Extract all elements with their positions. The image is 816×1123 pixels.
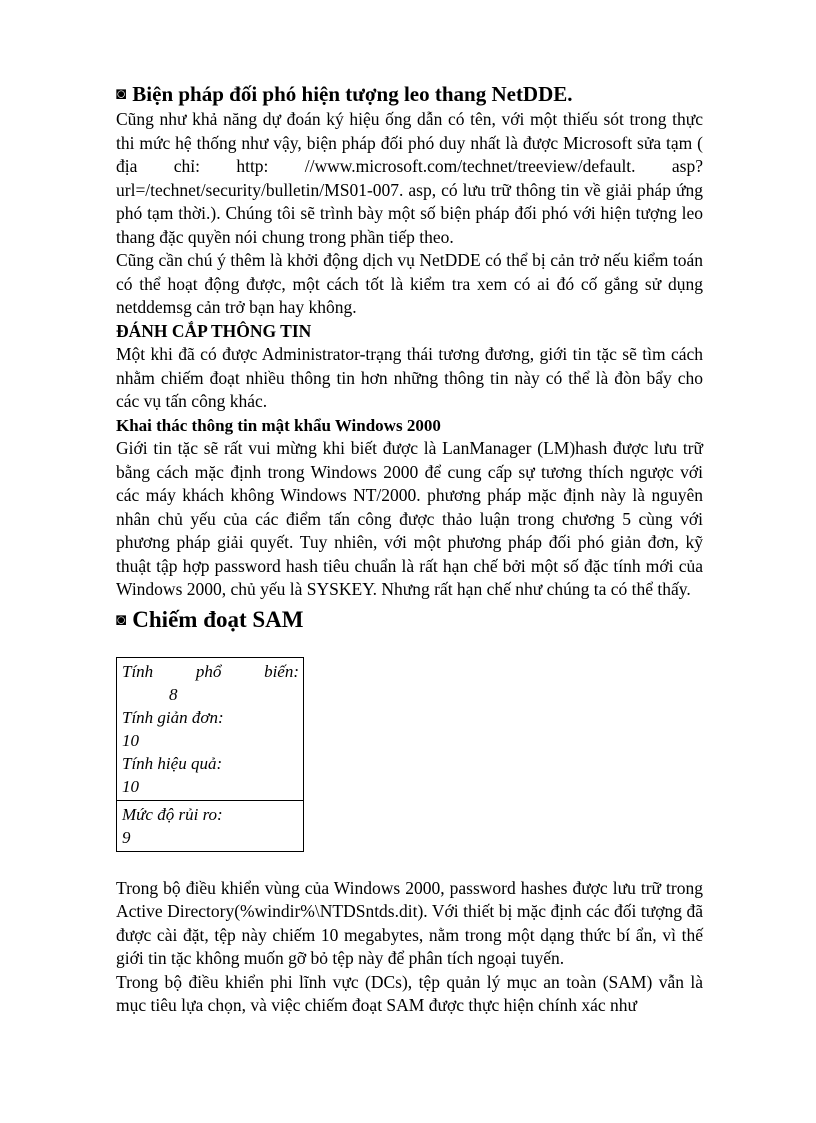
document-body <box>116 80 703 1018</box>
popularity-word: phổ <box>195 661 222 681</box>
bullet-marker-icon: ◙ <box>116 84 127 103</box>
simplicity-value: 10 <box>122 730 139 750</box>
section-heading-info-theft: ĐÁNH CẮP THÔNG TIN <box>116 320 312 341</box>
simplicity-label: Tính giản đơn: <box>122 707 224 727</box>
popularity-label <box>122 660 299 683</box>
risk-value: 9 <box>122 827 131 847</box>
paragraph: Cũng cần chú ý thêm là khởi động dịch vụ NetDDE có thể bị cản trở nếu kiểm toán có thể hoạt động được, một cách tốt là kiểm tra xem có ai đó cố gắng sử dụng netddemsg cản trở bạn hay không. <box>116 250 703 317</box>
popularity-word: Tính <box>122 661 154 681</box>
effect-value: 10 <box>122 776 139 796</box>
paragraph: Giới tin tặc sẽ rất vui mừng khi biết được là LanManager (LM)hash được lưu trữ bằng cách mặc định trong Windows 2000 để cung cấp sự tương thích ngược với các máy khách không Windows NT/2000. phương pháp mặc định này là nguyên nhân chủ yếu của các điểm tấn công được thảo luận trong chương 5 cùng với phương pháp giải quyết. Tuy nhiên, với một phương pháp đối phó giản đơn, kỹ thuật tập hợp password hash tiêu chuẩn là rất hạn chế bởi một số đặc tính mới của Windows 2000, chủ yếu là SYSKEY. Nhưng rất hạn chế như chúng ta có thể thấy. <box>116 438 703 599</box>
popularity-value: 8 <box>169 684 178 704</box>
paragraph: Trong bộ điều khiển phi lĩnh vực (DCs), tệp quản lý mục an toàn (SAM) vẫn là mục tiêu lựa chọn, và việc chiếm đoạt SAM được thực hiện chính xác như <box>116 971 703 1015</box>
section-heading-sam <box>116 604 703 635</box>
section-heading-text: Biện pháp đối phó hiện tượng leo thang NetDDE. <box>132 82 573 106</box>
paragraph: Cũng như khả năng dự đoán ký hiệu ống dẫn có tên, với một thiếu sót trong thực thi mức hệ thống như vậy, biện pháp đối phó duy nhất là được Microsoft sửa tạm ( địa chỉ: http: //www.microsoft.com/technet/treeview/default. asp? url=/technet/security/bulletin/MS01-007. asp, có lưu trữ thông tin về giải pháp ứng phó tạm thời.). Chúng tôi sẽ trình bày một số biện pháp đối phó với hiện tượng leo thang đặc quyền nói chung trong phần tiếp theo. <box>116 109 703 247</box>
rating-cell-risk <box>117 800 303 851</box>
section-heading-netdde <box>116 80 703 108</box>
paragraph: Một khi đã có được Administrator-trạng thái tương đương, giới tin tặc sẽ tìm cách nhằm chiếm đoạt nhiều thông tin hơn những thông tin này có thể là đòn bẩy cho các vụ tấn công khác. <box>116 344 703 411</box>
popularity-word: biến: <box>264 661 299 681</box>
risk-rating-table <box>116 657 304 852</box>
section-heading-text: Chiếm đoạt SAM <box>132 606 304 632</box>
subsection-heading-password: Khai thác thông tin mật khẩu Windows 2000 <box>116 415 441 435</box>
risk-label: Mức độ rủi ro: <box>122 804 223 824</box>
effect-label: Tính hiệu quả: <box>122 753 223 773</box>
paragraph: Trong bộ điều khiển vùng của Windows 2000, password hashes được lưu trữ trong Active Directory(%windir%\NTDSntds.dit). Với thiết bị mặc định các đối tượng đã được cài đặt, tệp này chiếm 10 megabytes, nằm trong một dạng thức bí ẩn, vì thế giới tin tặc không muốn gỡ bỏ tệp này để phân tích ngoại tuyến. <box>116 877 703 968</box>
rating-cell-top <box>117 658 303 800</box>
bullet-marker-icon: ◙ <box>116 609 127 629</box>
